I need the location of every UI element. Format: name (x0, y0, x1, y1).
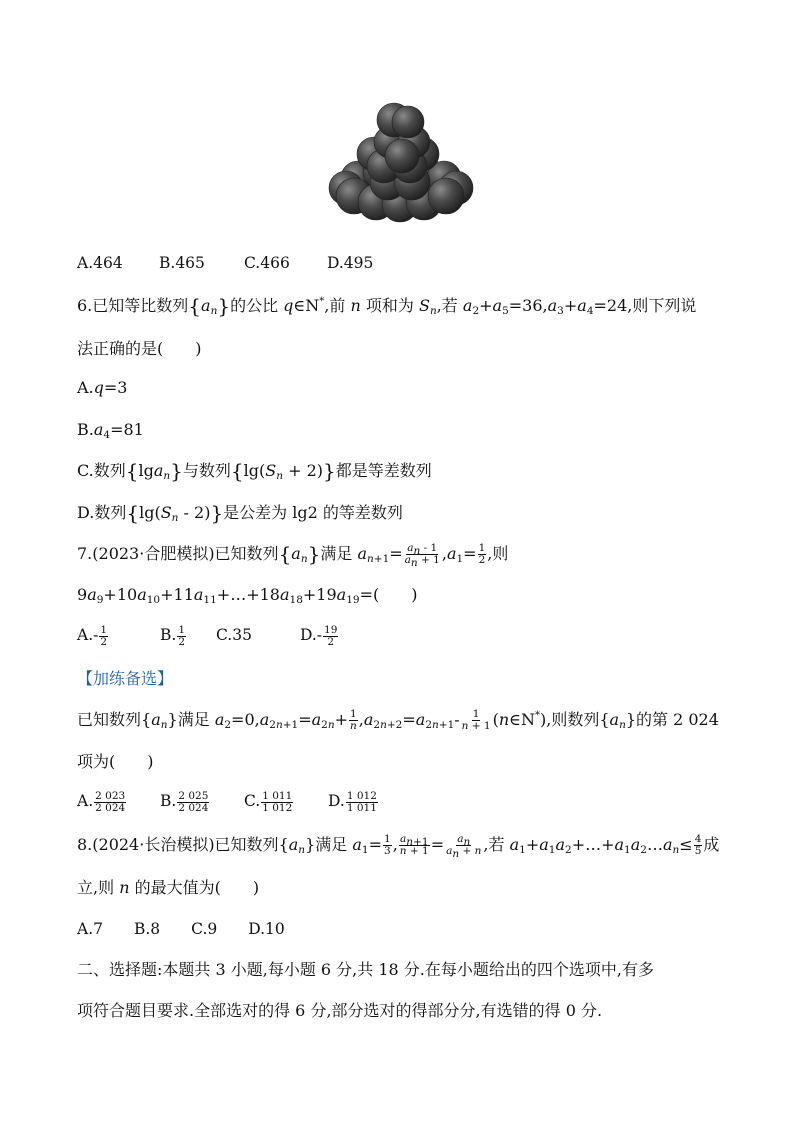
question-6-option-b: $B.a_4=81$ (77, 420, 144, 441)
question-6-option-c: C.数列{lga$_n$}与数列$\{\lg(S_n + 2)\}$都是等差数列 (77, 459, 432, 483)
question-6-option-a: A.q=3 (77, 378, 128, 397)
question-7-line-1: 7.(2023·合肥模拟)已知数列$\{a_n\}$满足 $a_{n+1}=$ $\frac{a_n - 1}{a_n + 1}$ $,a_1=$ $\frac{1}{2}$ ,则 (77, 542, 509, 569)
extra-option-b: B. $\frac{2 025}{2 024}$ (160, 789, 209, 814)
sphere-14 (428, 178, 464, 214)
extra-line-1: 已知数列$\{a_n\}$满足 $a_2=0,a_{2n+1}=a_{2n}+$ $\frac{1}{n}$ $,a_{2n+2}=a_{2n+1}-$ $\frac{1}{n + 1}$ (n∈N*),则数列$\{a_n\}$的第 2 024 (77, 708, 719, 732)
extra-line-2: 项为( ) (77, 752, 154, 771)
sphere-pyramid-illustration (318, 96, 478, 230)
question-6-line-2: 法正确的是( ) (77, 339, 202, 358)
question-7-option-c: C.35 (216, 626, 252, 644)
question-6-line-1: 6.已知等比数列$\{a_n\}$的公比 q∈N*,前 n 项和为 $S_n$,若 $a_2+a_5=36,a_3+a_4=24$,则下列说 (77, 294, 697, 318)
extra-option-c: C. $\frac{1 011}{1 012}$ (244, 789, 293, 814)
question-6-option-d: D.数列$\{\lg(S_n - 2)\}$是公差为 lg2 的等差数列 (77, 501, 403, 525)
extra-option-d: D. $\frac{1 012}{1 011}$ (328, 789, 377, 814)
q5-option-c: C.466 (244, 254, 290, 272)
question-7-option-d: D.- $\frac{19}{2}$ (300, 623, 338, 648)
question-7-option-a: A.- $\frac{1}{2}$ (77, 623, 108, 648)
section-2-line-2: 项符合题目要求.全部选对的得 6 分,部分选对的得部分分,有选错的得 0 分. (77, 1001, 603, 1020)
question-7-option-b: B. $\frac{1}{2}$ (160, 623, 186, 648)
q5-option-d: D.495 (327, 254, 374, 272)
q5-option-a: A.464 (77, 254, 123, 272)
section-2-line-1: 二、选择题:本题共 3 小题,每小题 6 分,共 18 分.在每小题给出的四个选项中,有多 (77, 960, 654, 979)
extra-practice-title: 【加练备选】 (77, 669, 174, 688)
question-number: 6. (77, 296, 93, 315)
extra-option-a: A. $\frac{2 023}{2 024}$ (77, 789, 126, 814)
question-7-line-2: $9a_9+10a_{10}+11a_{11}+\dots+18a_{18}+19a_{19}=$( ) (77, 585, 418, 606)
q5-option-b: B.465 (159, 254, 205, 272)
sphere-23 (392, 106, 424, 138)
question-8-options: A.7 B.8 C.9 D.10 (77, 920, 285, 938)
question-8-line-2: 立,则 n 的最大值为( ) (77, 878, 260, 897)
sphere-21 (385, 139, 419, 173)
question-8-line-1: 8.(2024·长治模拟)已知数列$\{a_n\}$满足 $a_1=$ $\frac{1}{3}$ , $\frac{a_{n+1}}{n + 1}$ = $\frac{a_n}{a_n + n}$ ,若 $a_1+a_1a_2+\dots+a_1a_2\dots a_n\le$ $\frac{4}{5}$ 成 (77, 833, 720, 860)
